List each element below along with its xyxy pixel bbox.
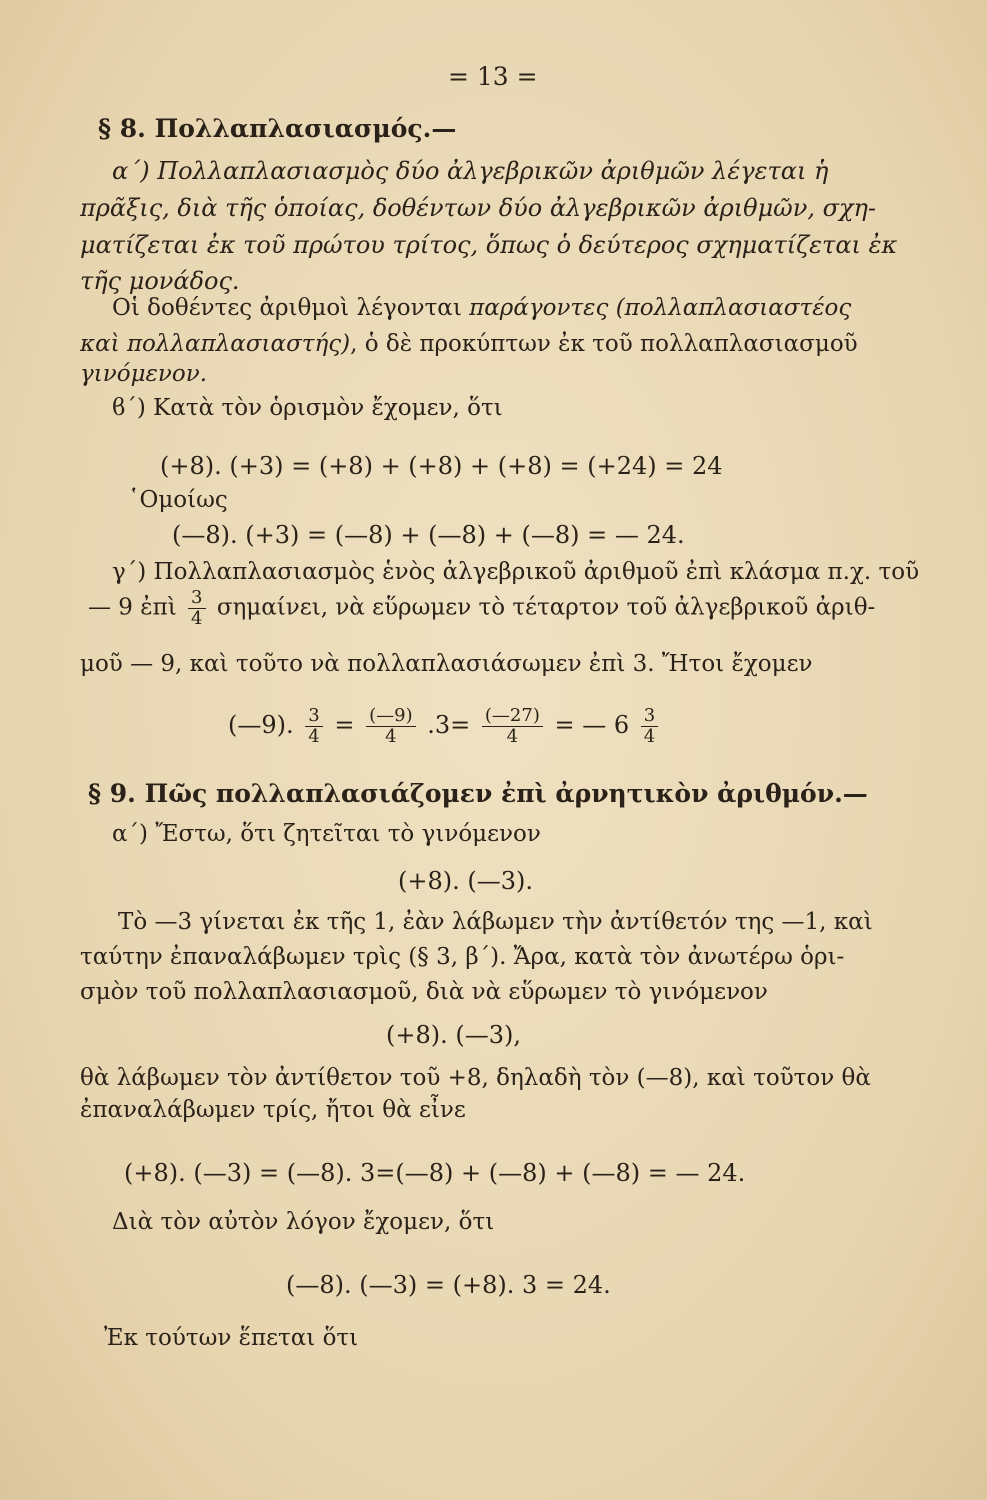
text-italic: παράγοντες (πολλαπλασιαστέος <box>469 295 852 321</box>
sec9-para-a-line1: α΄) Ἔστω, ὅτι ζητεῖται τὸ γινόμενον <box>112 821 541 847</box>
text: σημαίνει, νὰ εὕρωμεν τὸ τέταρτον τοῦ ἀλγεβρικοῦ ἀριθ- <box>216 594 876 621</box>
sec9-para-b-line1: Τὸ —3 γίνεται ἐκ τῆς 1, ἐὰν λάβωμεν τὴν ἀντίθετόν της —1, καὶ <box>118 909 873 935</box>
sec9-equation-2: (+8). (—3), <box>386 1021 521 1049</box>
text: Οἱ δοθέντες ἀριθμοὶ λέγονται <box>112 295 470 321</box>
sec8-para-a-line3: ματίζεται ἐκ τοῦ πρώτου τρίτος, ὅπως ὁ δεύτερος σχηματίζεται ἐκ <box>80 231 898 259</box>
sec8-para-d-line1: γ΄) Πολλαπλασιασμὸς ἑνὸς ἀλγεβρικοῦ ἀριθμοῦ ἐπὶ κλάσμα π.χ. τοῦ <box>112 559 920 585</box>
sec9-para-e-line1: Ἐκ τούτων ἕπεται ὅτι <box>104 1325 359 1351</box>
sec8-para-b-line2 <box>80 332 858 357</box>
sec8-omoios: ῾Ομοίως <box>128 487 228 513</box>
section-9-heading: § 9. Πῶς πολλαπλασιάζομεν ἐπὶ ἀρνητικὸν ἀριθμόν.— <box>88 779 868 808</box>
sec8-para-c-line1: ϐ΄) Κατὰ τὸν ὁρισμὸν ἔχομεν, ὅτι <box>112 395 503 421</box>
sec8-para-b-line3: γινόμενον. <box>80 361 208 387</box>
sec8-para-d-line2 <box>88 588 875 629</box>
sec9-equation-4: (—8). (—3) = (+8). 3 = 24. <box>286 1271 611 1299</box>
sec8-para-b-line1 <box>112 296 851 321</box>
fraction-minus9-4: $\frac{(—9)}{4}$ <box>366 706 416 747</box>
text: , ὁ δὲ προκύπτων ἐκ τοῦ πολλαπλασιασμοῦ <box>350 331 858 357</box>
fraction-3-4: $\frac{3}{4}$ <box>305 706 322 747</box>
sec9-para-d-line1: Διὰ τὸν αὐτὸν λόγον ἔχομεν, ὅτι <box>112 1209 495 1235</box>
fraction-3-4: $\frac{3}{4}$ <box>188 588 205 629</box>
page-number: = 13 = <box>448 62 538 91</box>
text-italic: καὶ πολλαπλασιαστής) <box>80 331 351 357</box>
sec9-para-b-line3: σμὸν τοῦ πολλαπλασιασμοῦ, διὰ νὰ εὕρωμεν τὸ γινόμενον <box>80 979 768 1005</box>
sec8-para-a-line4: τῆς μονάδος. <box>80 267 240 295</box>
sec9-para-b-line2: ταύτην ἐπαναλάβωμεν τρὶς (§ 3, β΄). Ἄρα, κατὰ τὸν ἀνωτέρω ὁρι- <box>80 944 845 970</box>
sec8-para-a-line1: α΄) Πολλαπλασιασμὸς δύο ἀλγεβρικῶν ἀριθμῶν λέγεται ἡ <box>112 157 829 185</box>
sec9-para-c-line1: θὰ λάβωμεν τὸν ἀντίθετον τοῦ +8, δηλαδὴ τὸν (—8), καὶ τοῦτον θὰ <box>80 1065 871 1091</box>
sec8-para-d-line3: μοῦ — 9, καὶ τοῦτο νὰ πολλαπλασιάσωμεν ἐπὶ 3. Ἤτοι ἔχομεν <box>80 651 813 677</box>
section-8-heading: § 8. Πολλαπλασιασμός.— <box>98 114 457 143</box>
sec8-equation-3: (—9). $\frac{3}{4}$ = $\frac{(—9)}{4}$ .3= $\frac{(—27)}{4}$ = — 6 $\frac{3}{4}$ <box>228 706 662 747</box>
sec9-equation-1: (+8). (—3). <box>398 867 533 895</box>
text: — 9 ἐπὶ <box>88 594 177 621</box>
sec8-equation-2: (—8). (+3) = (—8) + (—8) + (—8) = — 24. <box>172 521 685 549</box>
sec8-para-a-line2: πρᾶξις, διὰ τῆς ὁποίας, δοθέντων δύο ἀλγεβρικῶν ἀριθμῶν, σχη- <box>80 194 876 222</box>
sec9-para-c-line2: ἐπαναλάβωμεν τρίς, ἤτοι θὰ εἶνε <box>80 1097 466 1123</box>
sec8-equation-1: (+8). (+3) = (+8) + (+8) + (+8) = (+24) = 24 <box>160 452 723 480</box>
sec9-equation-3: (+8). (—3) = (—8). 3=(—8) + (—8) + (—8) = — 24. <box>124 1159 746 1187</box>
fraction-3-4: $\frac{3}{4}$ <box>641 706 658 747</box>
fraction-minus27-4: $\frac{(—27)}{4}$ <box>482 706 543 747</box>
